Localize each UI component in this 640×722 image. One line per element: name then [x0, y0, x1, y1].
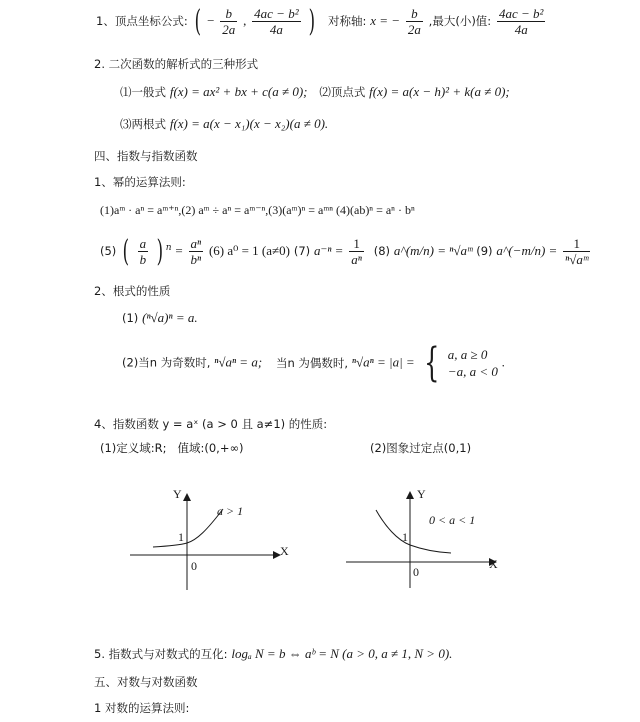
- rule9-label: (9): [476, 244, 493, 258]
- rule5-right-paren: ): [156, 234, 164, 269]
- radical2-cases: [448, 346, 498, 380]
- rule9-fraction: $\frac{1}{\text{ⁿ√aᵐ}}$: [565, 236, 589, 267]
- x-axis-label: X: [280, 544, 289, 558]
- radical2-odd-expr: ⁿ√aⁿ = a;: [214, 354, 263, 370]
- exp-curve-increasing: [153, 509, 223, 547]
- radical-property-2: [122, 340, 505, 386]
- conversion-label: 5. 指数式与对数式的互化:: [94, 647, 228, 661]
- max-label: ,最大(小)值:: [428, 14, 492, 28]
- conversion-expr: logₐ N = b ⇔ aᵇ = N (a > 0, a ≠ 1, N > 0).: [231, 646, 453, 661]
- rule5-exponent: n: [165, 243, 172, 253]
- roots-form-line: [120, 116, 328, 132]
- radical2-even-expr: ⁿ√aⁿ = |a| =: [351, 354, 415, 370]
- vertex-form-label: ⑵顶点式: [319, 85, 366, 99]
- cases-period: .: [501, 354, 505, 370]
- vertex-formula-line: [96, 4, 547, 39]
- general-form-expr: f(x) = ax² + bx + c(a ≠ 0);: [169, 84, 308, 99]
- graph-exp-increasing: [125, 482, 295, 592]
- exp-domain-range: (1)定义域:R; 值域:(0,+∞): [100, 441, 244, 455]
- vertex-comma: ,: [243, 13, 247, 28]
- radical1-label: (1): [122, 311, 139, 325]
- power-rules-line-1: (1)aᵐ · aⁿ = aᵐ⁺ⁿ,(2) aᵐ ÷ aⁿ = aᵐ⁻ⁿ,(3)(aᵐ)ⁿ = aᵐⁿ (4)(ab)ⁿ = aⁿ · bⁿ: [100, 203, 415, 217]
- rule9-lhs: a^(−m/n) =: [496, 243, 558, 258]
- axis-lhs: x = −: [370, 13, 401, 28]
- rule6: (6) a⁰ = 1 (a≠0): [208, 243, 290, 258]
- axis-label: 对称轴:: [327, 14, 367, 28]
- rule7-fraction: $\frac{1}{\text{aⁿ}}$: [351, 236, 362, 267]
- rule7-lhs: a⁻ⁿ =: [313, 243, 344, 258]
- log-rules-title: 1 对数的运算法则:: [94, 701, 190, 715]
- graph-exp-decreasing: [343, 482, 513, 592]
- y-axis-label: Y: [173, 487, 182, 501]
- vertex-neg-sign: −: [207, 13, 215, 28]
- origin-label: 0: [413, 565, 419, 579]
- rule5-label: (5): [100, 244, 117, 258]
- roots-form-expr: f(x) = a(x − x₁)(x − x₂)(a ≠ 0).: [169, 116, 329, 131]
- case-nonneg: a, a ≥ 0: [447, 347, 488, 362]
- intercept-label: 1: [402, 530, 408, 544]
- exp-log-conversion: [94, 646, 452, 662]
- x-axis-label: X: [489, 557, 498, 571]
- radical1-expr: (ⁿ√a)ⁿ = a.: [142, 310, 198, 325]
- radical2-even-label: 当n 为偶数时,: [275, 355, 349, 370]
- rule5-result-fraction: $\frac{\text{aⁿ}}{\text{bⁿ}}$: [190, 236, 202, 267]
- radical-properties-title: 2、根式的性质: [94, 284, 171, 298]
- vertex-form-expr: f(x) = a(x − h)² + k(a ≠ 0);: [369, 84, 510, 99]
- left-paren: (: [194, 4, 201, 39]
- rule5-base-fraction: $\frac{a}{b}$: [139, 236, 147, 267]
- rule7-label: (7): [293, 244, 311, 258]
- exp-function-title: 4、指数函数 y = aˣ (a > 0 且 a≠1) 的性质:: [94, 417, 328, 431]
- forms-title: 2. 二次函数的解析式的三种形式: [94, 57, 259, 71]
- rule5-equals: =: [175, 243, 183, 258]
- rule5-left-paren: (: [122, 234, 130, 269]
- general-form-label: ⑴一般式: [120, 85, 166, 99]
- case-neg: −a, a < 0: [447, 364, 498, 379]
- general-vertex-forms-line: [120, 84, 510, 100]
- condition-label: 0 < a < 1: [429, 513, 476, 527]
- rule8-label: (8): [373, 244, 390, 258]
- rule8-expr: a^(m/n) = ⁿ√aᵐ: [393, 243, 473, 258]
- intercept-label: 1: [178, 530, 184, 544]
- y-axis-label: Y: [417, 487, 426, 501]
- origin-label: 0: [191, 559, 197, 573]
- radical2-odd-label: (2)当n 为奇数时,: [122, 355, 211, 370]
- vertex-formula-label: 1、顶点坐标公式:: [96, 14, 188, 28]
- vertex-x-fraction: $\frac{b}{2a}$: [222, 6, 236, 37]
- roots-form-label: ⑶两根式: [120, 117, 166, 131]
- condition-label: a > 1: [217, 504, 244, 518]
- log-section-title: 五、对数与对数函数: [94, 675, 198, 689]
- max-fraction: $\frac{\text{4ac − b²}}{4a}$: [499, 6, 544, 37]
- right-paren: ): [309, 4, 316, 39]
- vertex-y-fraction: $\frac{\text{4ac − b²}}{4a}$: [254, 6, 299, 37]
- exp-fixed-point: (2)图象过定点(0,1): [370, 441, 472, 455]
- radical-property-1: [122, 310, 198, 326]
- power-rules-title: 1、幂的运算法则:: [94, 175, 186, 189]
- power-rules-line-2: [100, 234, 592, 269]
- exponent-section-title: 四、指数与指数函数: [94, 149, 198, 163]
- cases-brace: {: [423, 340, 439, 386]
- axis-fraction: $\frac{b}{2a}$: [407, 6, 421, 37]
